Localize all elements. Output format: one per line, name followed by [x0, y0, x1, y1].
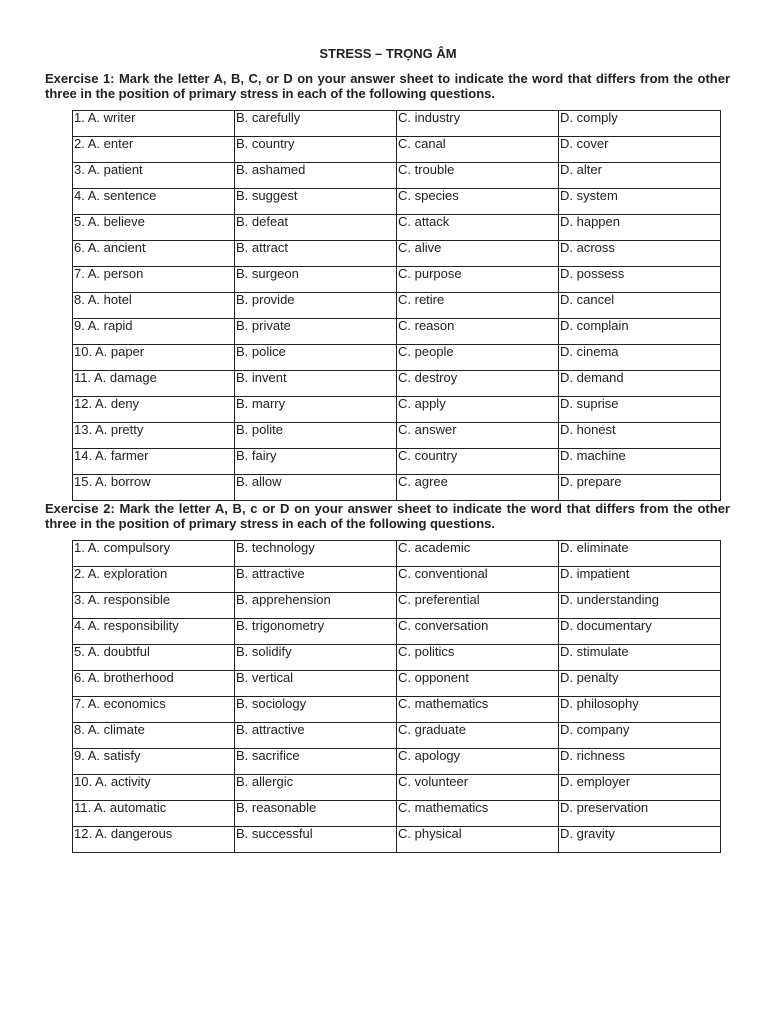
answer-option-c: C. volunteer — [397, 775, 559, 801]
answer-option-d: D. complain — [559, 319, 721, 345]
answer-option-c: C. trouble — [397, 163, 559, 189]
exercise-1-instruction: Exercise 1: Mark the letter A, B, C, or D on your answer sheet to indicate the word that differs from the other three in the position of primary stress in each of the following questions. — [45, 71, 730, 101]
answer-option-d: D. suprise — [559, 397, 721, 423]
answer-option-c: C. apply — [397, 397, 559, 423]
answer-option-b: B. attractive — [235, 723, 397, 749]
answer-option-c: C. graduate — [397, 723, 559, 749]
table-row — [73, 241, 721, 267]
answer-option-b: B. apprehension — [235, 593, 397, 619]
page-title: STRESS – TRỌNG ÂM — [319, 46, 457, 61]
table-row — [73, 293, 721, 319]
answer-option-d: D. penalty — [559, 671, 721, 697]
table-row — [73, 449, 721, 475]
answer-option-a: 8. A. climate — [73, 723, 235, 749]
answer-option-d: D. richness — [559, 749, 721, 775]
table-row — [73, 371, 721, 397]
answer-option-d: D. impatient — [559, 567, 721, 593]
table-row — [73, 801, 721, 827]
answer-option-a: 12. A. dangerous — [73, 827, 235, 853]
table-row — [73, 475, 721, 501]
answer-option-a: 4. A. responsibility — [73, 619, 235, 645]
answer-option-b: B. defeat — [235, 215, 397, 241]
answer-option-a: 4. A. sentence — [73, 189, 235, 215]
answer-option-b: B. sacrifice — [235, 749, 397, 775]
answer-option-a: 7. A. economics — [73, 697, 235, 723]
answer-option-b: B. allow — [235, 475, 397, 501]
answer-option-b: B. carefully — [235, 111, 397, 137]
answer-option-c: C. species — [397, 189, 559, 215]
answer-option-a: 15. A. borrow — [73, 475, 235, 501]
answer-option-d: D. understanding — [559, 593, 721, 619]
answer-option-b: B. provide — [235, 293, 397, 319]
answer-option-b: B. ashamed — [235, 163, 397, 189]
answer-option-b: B. marry — [235, 397, 397, 423]
answer-option-a: 3. A. responsible — [73, 593, 235, 619]
answer-option-b: B. solidify — [235, 645, 397, 671]
answer-option-a: 1. A. compulsory — [73, 541, 235, 567]
answer-option-c: C. retire — [397, 293, 559, 319]
answer-option-b: B. allergic — [235, 775, 397, 801]
answer-option-d: D. cover — [559, 137, 721, 163]
table-row — [73, 319, 721, 345]
answer-option-d: D. machine — [559, 449, 721, 475]
answer-option-a: 5. A. doubtful — [73, 645, 235, 671]
answer-option-b: B. successful — [235, 827, 397, 853]
answer-option-b: B. reasonable — [235, 801, 397, 827]
answer-option-b: B. sociology — [235, 697, 397, 723]
answer-option-a: 6. A. ancient — [73, 241, 235, 267]
table-row — [73, 215, 721, 241]
answer-option-a: 2. A. enter — [73, 137, 235, 163]
answer-option-b: B. attractive — [235, 567, 397, 593]
table-row — [73, 541, 721, 567]
table-row — [73, 723, 721, 749]
answer-option-d: D. comply — [559, 111, 721, 137]
table-row — [73, 189, 721, 215]
table-row — [73, 137, 721, 163]
answer-option-a: 10. A. paper — [73, 345, 235, 371]
answer-option-b: B. trigonometry — [235, 619, 397, 645]
answer-option-a: 13. A. pretty — [73, 423, 235, 449]
answer-option-a: 11. A. automatic — [73, 801, 235, 827]
answer-option-a: 8. A. hotel — [73, 293, 235, 319]
exercise-1-table — [72, 110, 721, 501]
table-row — [73, 827, 721, 853]
answer-option-d: D. philosophy — [559, 697, 721, 723]
answer-option-c: C. people — [397, 345, 559, 371]
answer-option-a: 14. A. farmer — [73, 449, 235, 475]
answer-option-d: D. across — [559, 241, 721, 267]
answer-option-c: C. mathematics — [397, 697, 559, 723]
answer-option-a: 12. A. deny — [73, 397, 235, 423]
answer-option-a: 7. A. person — [73, 267, 235, 293]
answer-option-d: D. prepare — [559, 475, 721, 501]
answer-option-b: B. police — [235, 345, 397, 371]
answer-option-d: D. alter — [559, 163, 721, 189]
table-row — [73, 749, 721, 775]
answer-option-c: C. conversation — [397, 619, 559, 645]
answer-option-d: D. cinema — [559, 345, 721, 371]
answer-option-d: D. possess — [559, 267, 721, 293]
answer-option-d: D. demand — [559, 371, 721, 397]
answer-option-d: D. honest — [559, 423, 721, 449]
answer-option-c: C. reason — [397, 319, 559, 345]
answer-option-b: B. polite — [235, 423, 397, 449]
table-row — [73, 645, 721, 671]
answer-option-c: C. attack — [397, 215, 559, 241]
answer-option-a: 2. A. exploration — [73, 567, 235, 593]
answer-option-c: C. politics — [397, 645, 559, 671]
table-row — [73, 619, 721, 645]
table-row — [73, 775, 721, 801]
answer-option-a: 9. A. rapid — [73, 319, 235, 345]
answer-option-d: D. eliminate — [559, 541, 721, 567]
answer-option-c: C. industry — [397, 111, 559, 137]
answer-option-d: D. preservation — [559, 801, 721, 827]
answer-option-b: B. private — [235, 319, 397, 345]
table-row — [73, 111, 721, 137]
answer-option-c: C. conventional — [397, 567, 559, 593]
answer-option-d: D. system — [559, 189, 721, 215]
answer-option-c: C. apology — [397, 749, 559, 775]
answer-option-a: 11. A. damage — [73, 371, 235, 397]
answer-option-b: B. country — [235, 137, 397, 163]
answer-option-b: B. suggest — [235, 189, 397, 215]
answer-option-c: C. answer — [397, 423, 559, 449]
answer-option-c: C. opponent — [397, 671, 559, 697]
answer-option-d: D. documentary — [559, 619, 721, 645]
answer-option-c: C. preferential — [397, 593, 559, 619]
answer-option-c: C. destroy — [397, 371, 559, 397]
answer-option-d: D. employer — [559, 775, 721, 801]
answer-option-c: C. academic — [397, 541, 559, 567]
table-row — [73, 697, 721, 723]
answer-option-c: C. purpose — [397, 267, 559, 293]
answer-option-c: C. physical — [397, 827, 559, 853]
answer-option-b: B. technology — [235, 541, 397, 567]
exercise-2-instruction: Exercise 2: Mark the letter A, B, c or D on your answer sheet to indicate the word that differs from the other three in the position of primary stress in each of the following questions. — [45, 501, 730, 531]
table-row — [73, 345, 721, 371]
answer-option-a: 9. A. satisfy — [73, 749, 235, 775]
answer-option-a: 10. A. activity — [73, 775, 235, 801]
answer-option-b: B. vertical — [235, 671, 397, 697]
answer-option-a: 5. A. believe — [73, 215, 235, 241]
answer-option-b: B. invent — [235, 371, 397, 397]
answer-option-a: 6. A. brotherhood — [73, 671, 235, 697]
answer-option-b: B. attract — [235, 241, 397, 267]
answer-option-c: C. alive — [397, 241, 559, 267]
answer-option-d: D. stimulate — [559, 645, 721, 671]
answer-option-c: C. mathematics — [397, 801, 559, 827]
table-row — [73, 163, 721, 189]
answer-option-d: D. company — [559, 723, 721, 749]
answer-option-a: 1. A. writer — [73, 111, 235, 137]
answer-option-d: D. gravity — [559, 827, 721, 853]
answer-option-d: D. cancel — [559, 293, 721, 319]
answer-option-c: C. country — [397, 449, 559, 475]
table-row — [73, 567, 721, 593]
table-row — [73, 423, 721, 449]
table-row — [73, 593, 721, 619]
answer-option-c: C. agree — [397, 475, 559, 501]
table-row — [73, 671, 721, 697]
answer-option-a: 3. A. patient — [73, 163, 235, 189]
answer-option-b: B. fairy — [235, 449, 397, 475]
answer-option-c: C. canal — [397, 137, 559, 163]
answer-option-d: D. happen — [559, 215, 721, 241]
answer-option-b: B. surgeon — [235, 267, 397, 293]
table-row — [73, 267, 721, 293]
exercise-2-table — [72, 540, 721, 853]
table-row — [73, 397, 721, 423]
